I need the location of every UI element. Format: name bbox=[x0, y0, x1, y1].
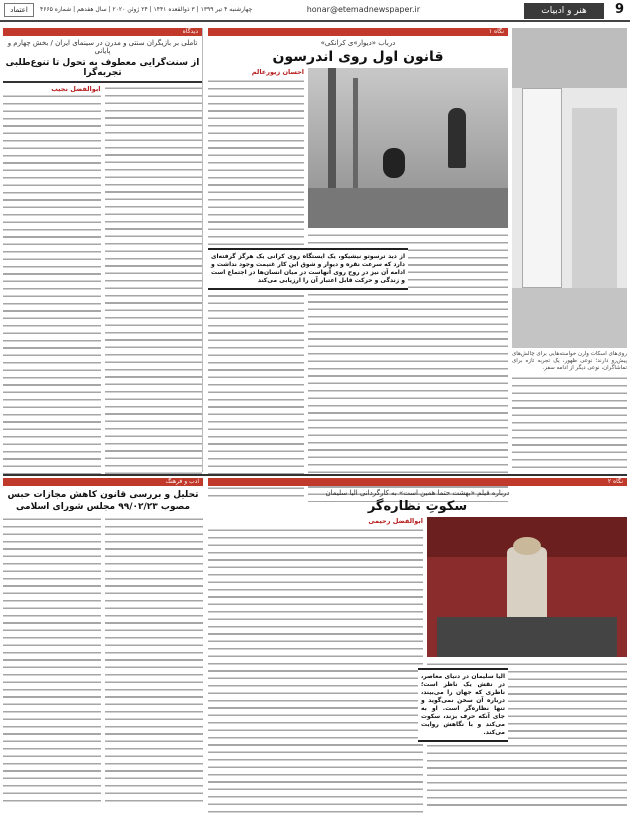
article-body-col-2 bbox=[3, 516, 101, 806]
photo-caption: روی‌های اسکات وارن خواسته‌هایی برای چالش‌های پیش‌رو دارند؛ نوعی ظهور، یک تجربه تازه برای تماشاگران، نوعی دیگر از ادامه سفر. bbox=[512, 351, 627, 371]
article-body-right bbox=[208, 527, 423, 817]
article-body-col-1 bbox=[105, 516, 203, 806]
law-article bbox=[3, 478, 203, 816]
article-title: سکوتِ نظاره‌گر bbox=[367, 499, 468, 514]
article-author: ابوالفضل نجیب bbox=[51, 85, 101, 93]
page-header bbox=[0, 0, 630, 22]
date-line: چهارشنبه ۴ تیر ۱۳۹۹ | ۳ ذوالقعده ۱۴۴۱ | ۲۴ ژوئن ۲۰۲۰ | سال هفدهم | شماره ۴۶۶۵ bbox=[40, 6, 253, 13]
cafe-photo bbox=[427, 517, 627, 657]
section-email[interactable]: honar@etemadnewspaper.ir bbox=[306, 5, 420, 14]
section-tag: دیدگاه bbox=[3, 28, 202, 36]
film-article bbox=[208, 478, 627, 816]
article-kicker: درباب «دیوار»ی کرانکی» bbox=[320, 39, 396, 47]
article-title: قانون اول روی اندرسون bbox=[272, 49, 444, 65]
section-tag: نگاه ۱ bbox=[208, 28, 508, 36]
film-still-photo bbox=[308, 68, 508, 228]
article-title: تحلیل و بررسی قانون کاهش مجازات حبس مصوب ۹۹/۰۲/۲۳ مجلس شورای اسلامی bbox=[7, 490, 199, 512]
interior-photo bbox=[512, 28, 627, 348]
article-kicker: درباره فیلم «بهشت حتما همین است» به کارگردانی الیا سلیمان bbox=[325, 489, 510, 497]
article-author: ابوالفضل رحیمی bbox=[368, 517, 423, 525]
article-body-col-1 bbox=[105, 85, 203, 485]
right-column-text bbox=[512, 375, 627, 475]
article-title: از سنت‌گرایی معطوف به تحول تا تنوع‌طلبی تجربه‌گرا bbox=[5, 58, 200, 78]
article-body-col-2 bbox=[3, 93, 101, 485]
right-column bbox=[512, 28, 627, 472]
title-divider bbox=[3, 81, 202, 83]
main-article bbox=[208, 28, 508, 472]
left-article bbox=[3, 28, 203, 472]
article-kicker: تاملی بر بازیگران سنتی و مدرن در سینمای ایران / بخش چهارم و پایانی bbox=[7, 39, 198, 55]
page-divider bbox=[3, 474, 627, 476]
section-tag: ادب و فرهنگ bbox=[3, 478, 203, 486]
article-author: احسان زیورعالم bbox=[251, 68, 304, 76]
newspaper-logo: اعتماد bbox=[4, 3, 34, 17]
pull-quote: الیا سلیمان در دنیای معاصر، در نقش یک ناظر است؛ ناظری که جهان را می‌بیند، درباره آن سخن نمی‌گوید و تنها نظاره‌گر است. او به جای آنکه حرف بزند، سکوت می‌کند و با نگاهش روایت می‌کند. bbox=[418, 668, 508, 742]
pull-quote: از دید ترسوتو نیشیکو، یک ایستگاه روی کرانی یک هرگز گرفته‌ای دارد که سرعت نقره و دیوار و شوق این کار غنیمت وجود نداشت و ادامه آن نیز در روح روی آنهاست در میان انسان‌ها در اجتماع است و زندگی و حرکت قابل اعتبار آن را ارزیابی می‌کند bbox=[208, 248, 408, 290]
section-tag: نگاه ۲ bbox=[208, 478, 627, 486]
page-number: 9 bbox=[614, 2, 624, 17]
section-title: هنر و ادبیات bbox=[524, 3, 604, 19]
